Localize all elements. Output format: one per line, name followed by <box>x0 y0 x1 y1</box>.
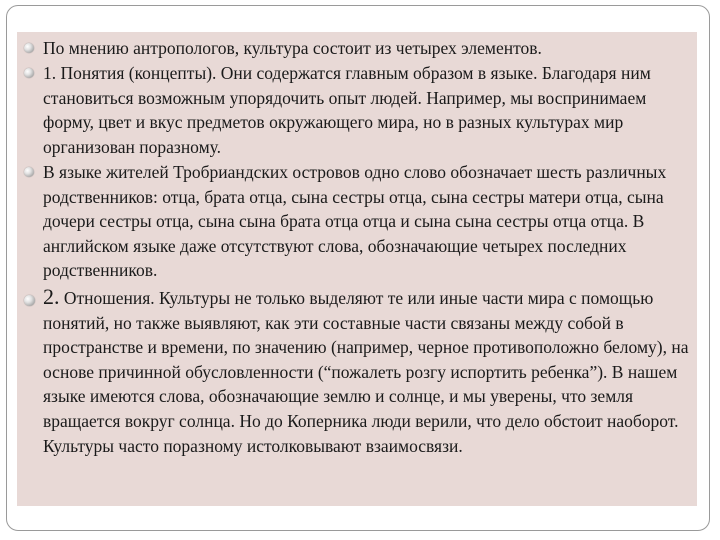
bullet-item-trobriand-example <box>17 160 697 283</box>
bullet-dot-icon <box>24 68 34 78</box>
bullet-item-relations <box>17 285 697 458</box>
bullet-body-text: Отношения. Культуры не только выделяют те или иные части мира с помощью понятий, но также выявляют, как эти составные части связаны между собой в пространстве и времени, по значению (например, черное противоположно белому), на основе причинной обусловленности (“пожалеть розгу испортить ребенка”). В нашем языке имеются слова, обозначающие землю и солнце, и мы уверены, что земля вращается вокруг солнца. Но до Коперника люди верили, что дело обстоит наоборот. Культуры часто поразному истолковывают взаимосвязи. <box>43 287 689 456</box>
bullet-text: По мнению антропологов, культура состоит из четырех элементов. <box>43 38 542 58</box>
bullet-text: 1. Понятия (концепты). Они содержатся главным образом в языке. Благодаря ним становиться возможным упорядочить опыт людей. Например, мы воспринимаем форму, цвет и вкус предметов окружающего мира, но в разных культурах мир организован поразному. <box>43 63 651 157</box>
bullet-dot-icon <box>24 43 34 53</box>
bullet-text <box>43 285 691 458</box>
bullet-list <box>17 36 697 458</box>
content-panel <box>17 32 697 506</box>
bullet-item-intro <box>17 36 697 61</box>
bullet-dot-icon <box>24 295 35 306</box>
bullet-dot-icon <box>24 167 34 177</box>
bullet-text: В языке жителей Тробриандских островов одно слово обозначает шесть различных родственников: отца, брата отца, сына сестры отца, сына сестры матери отца, сына дочери сестры отца, сына сына брата отца отца и сына сына сестры отца отца. В английском языке даже отсутствуют слова, обозначающие четырех последних родственников. <box>43 161 667 281</box>
bullet-item-concepts <box>17 61 697 159</box>
bullet-lead-number: 2. <box>43 283 60 309</box>
